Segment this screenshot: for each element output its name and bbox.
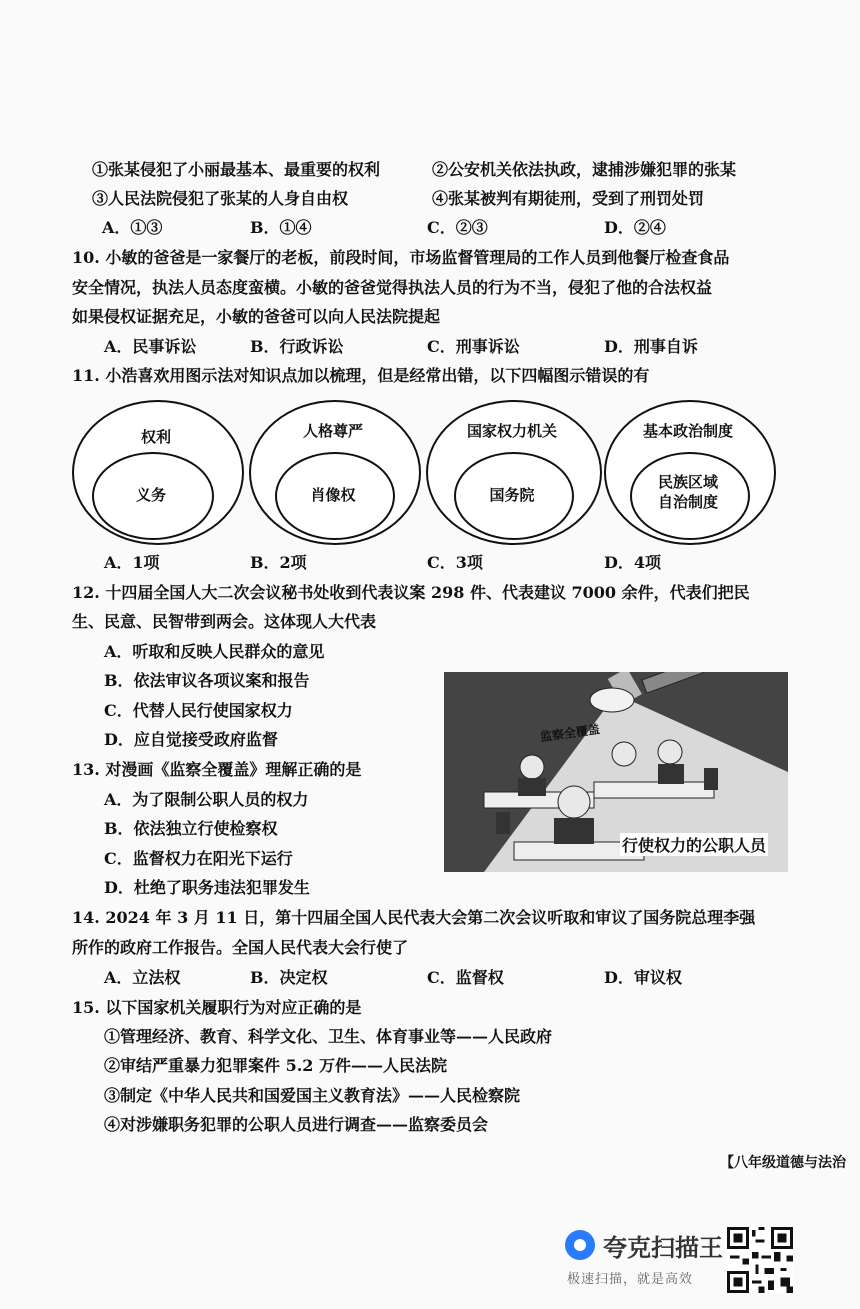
- q15-item-4: ④对涉嫌职务犯罪的公职人员进行调查——监察委员会: [104, 1115, 489, 1134]
- q12-option-c: C．代替人民行使国家权力: [104, 701, 293, 720]
- q10-option-c: C．刑事诉讼: [427, 337, 520, 356]
- brand-name: 夸克扫描王: [603, 1234, 723, 1262]
- q13-stem: 13. 对漫画《监察全覆盖》理解正确的是: [72, 760, 362, 779]
- venn-1-outer-label: 权利: [140, 428, 171, 446]
- q12-option-a: A．听取和反映人民群众的意见: [104, 642, 325, 661]
- q9-option-a: A．①③: [102, 218, 163, 237]
- venn-2-outer-label: 人格尊严: [302, 422, 363, 440]
- q10-option-d: D．刑事自诉: [604, 337, 698, 356]
- q13-option-a: A．为了限制公职人员的权力: [104, 790, 309, 809]
- q11-option-c: C．3项: [427, 553, 483, 572]
- q14-option-d: D．审议权: [604, 968, 682, 987]
- q12-line-2: 生、民意、民智带到两会。这体现人大代表: [72, 612, 377, 631]
- venn-4-inner-label-2: 自治制度: [657, 493, 718, 511]
- venn-4-inner-label-1: 民族区域: [657, 473, 718, 491]
- q11-option-d: D．4项: [604, 553, 662, 572]
- q14-option-a: A．立法权: [104, 968, 181, 987]
- q11-stem: 11. 小浩喜欢用图示法对知识点加以梳理，但是经常出错，以下四幅图示错误的有: [72, 366, 650, 385]
- qr-code-icon: [727, 1227, 793, 1293]
- q9-stmt-4: ④张某被判有期徒刑，受到了刑罚处罚: [432, 189, 705, 208]
- scanner-brand: [565, 1226, 723, 1287]
- q9-option-c: C．②③: [427, 218, 488, 237]
- q10-line-2: 安全情况，执法人员态度蛮横。小敏的爸爸觉得执法人员的行为不当，侵犯了他的合法权益: [72, 278, 713, 297]
- venn-diagram-4: [604, 400, 776, 545]
- venn-diagram-2: [249, 400, 421, 545]
- q9-stmt-1: ①张某侵犯了小丽最基本、最重要的权利: [92, 160, 381, 179]
- q9-stmt-2: ②公安机关依法执政，逮捕涉嫌犯罪的张某: [432, 160, 737, 179]
- q10-line-3: 如果侵权证据充足，小敏的爸爸可以向人民法院提起: [72, 307, 441, 326]
- q13-option-d: D．杜绝了职务违法犯罪发生: [104, 878, 310, 897]
- q15-stem: 15. 以下国家机关履职行为对应正确的是: [72, 998, 362, 1017]
- q12-option-d: D．应自觉接受政府监督: [104, 730, 278, 749]
- q10-option-b: B．行政诉讼: [250, 337, 344, 356]
- q10-option-a: A．民事诉讼: [104, 337, 197, 356]
- q14-line-1: 14. 2024 年 3 月 11 日，第十四届全国人民代表大会第二次会议听取和审议了国务院总理李强: [72, 908, 756, 927]
- quark-logo-icon: [565, 1230, 595, 1260]
- q9-stmt-3: ③人民法院侵犯了张某的人身自由权: [92, 189, 349, 208]
- q15-item-2: ②审结严重暴力犯罪案件 5.2 万件——人民法院: [104, 1056, 447, 1075]
- footer-subject-tag: 【八年级道德与法治: [720, 1155, 846, 1171]
- q13-option-c: C．监督权力在阳光下运行: [104, 849, 293, 868]
- brand-tagline: 极速扫描，就是高效: [567, 1272, 694, 1287]
- q14-line-2: 所作的政府工作报告。全国人民代表大会行使了: [72, 938, 409, 957]
- q14-option-c: C．监督权: [427, 968, 504, 987]
- q11-option-a: A．1项: [104, 553, 160, 572]
- cartoon-title: 监察全覆盖: [539, 722, 601, 745]
- q15-item-1: ①管理经济、教育、科学文化、卫生、体育事业等——人民政府: [104, 1027, 553, 1046]
- cartoon-caption: 行使权力的公职人员: [620, 833, 768, 856]
- venn-diagram-3: [426, 400, 602, 545]
- q15-item-3: ③制定《中华人民共和国爱国主义教育法》——人民检察院: [104, 1086, 521, 1105]
- q12-line-1: 12. 十四届全国人大二次会议秘书处收到代表议案 298 件、代表建议 7000 余件，代表们把民: [72, 583, 750, 602]
- venn-2-inner-label: 肖像权: [310, 486, 356, 504]
- q9-option-b: B．①④: [250, 218, 312, 237]
- q14-option-b: B．决定权: [250, 968, 328, 987]
- venn-3-outer-label: 国家权力机关: [466, 422, 557, 440]
- q13-option-b: B．依法独立行使检察权: [104, 819, 278, 838]
- venn-diagram-1: [72, 400, 244, 545]
- venn-1-inner-label: 义务: [135, 486, 166, 504]
- venn-3-inner-label: 国务院: [489, 486, 535, 504]
- q12-option-b: B．依法审议各项议案和报告: [104, 671, 310, 690]
- venn-4-outer-label: 基本政治制度: [642, 422, 733, 440]
- q9-option-d: D．②④: [604, 218, 666, 237]
- q10-line-1: 10. 小敏的爸爸是一家餐厅的老板，前段时间，市场监督管理局的工作人员到他餐厅检查食品: [72, 248, 730, 267]
- q11-option-b: B．2项: [250, 553, 307, 572]
